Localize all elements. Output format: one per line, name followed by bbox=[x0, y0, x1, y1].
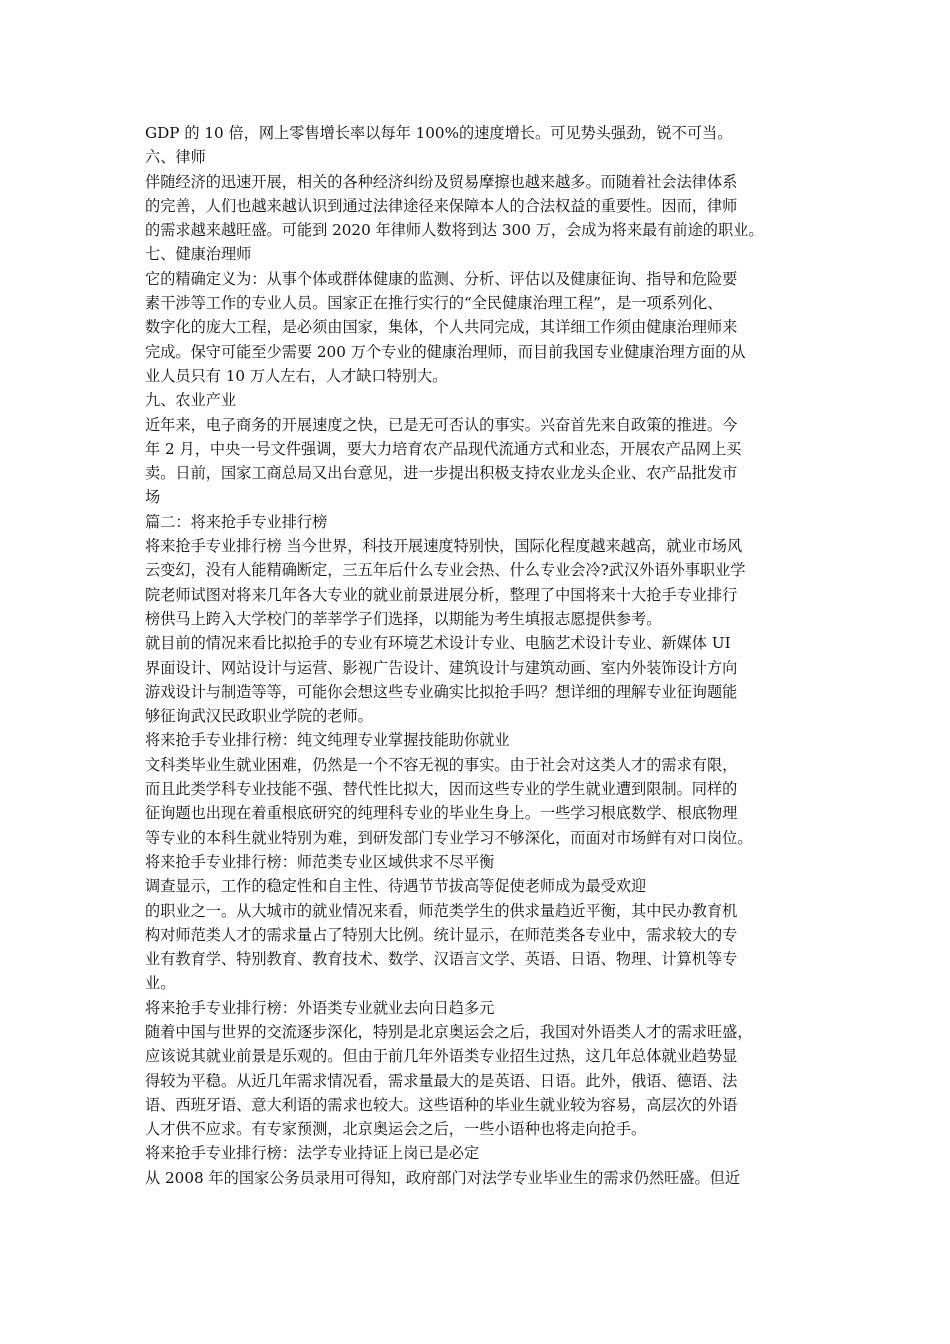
text-line: 得较为平稳。从近几年需求情况看，需求量最大的是英语、日语。此外，俄语、德语、法 bbox=[145, 1071, 738, 1090]
text-line: 卖。日前，国家工商总局又出台意见，进一步提出积极支持农业龙头企业、农产品批发市 bbox=[145, 464, 738, 483]
text-line: 就目前的情况来看比拟抢手的专业有环境艺术设计专业、电脑艺术设计专业、新媒体 UI bbox=[145, 634, 731, 653]
text-line: 界面设计、网站设计与运营、影视广告设计、建筑设计与建筑动画、室内外装饰设计方向 bbox=[145, 658, 738, 677]
text-line: 完成。保守可能至少需要 200 万个专业的健康治理师，而目前我国专业健康治理方面的从 bbox=[145, 342, 746, 361]
text-line: 的完善，人们也越来越认识到通过法律途径来保障本人的合法权益的重要性。因而，律师 bbox=[145, 196, 738, 215]
text-line: 数字化的庞大工程，是必须由国家，集体，个人共同完成，其详细工作须由健康治理师来 bbox=[145, 318, 738, 337]
text-line: 篇二：将来抢手专业排行榜 bbox=[145, 512, 328, 531]
text-line: 调查显示，工作的稳定性和自主性、待遇节节拔高等促使老师成为最受欢迎 bbox=[145, 877, 647, 896]
text-line: 征询题也出现在着重根底研究的纯理科专业的毕业生身上。一些学习根底数学、根底物理 bbox=[145, 804, 738, 823]
text-line: 构对师范类人才的需求量占了特别大比例。统计显示，在师范类各专业中，需求较大的专 bbox=[145, 925, 738, 944]
text-line: 的职业之一。从大城市的就业情况来看，师范类学生的供求量趋近平衡，其中民办教育机 bbox=[145, 901, 738, 920]
text-line: 等专业的本科生就业特别为难，到研发部门专业学习不够深化，而面对市场鲜有对口岗位。 bbox=[145, 828, 753, 847]
text-line: 将来抢手专业排行榜：师范类专业区域供求不尽平衡 bbox=[145, 852, 495, 871]
text-line: 将来抢手专业排行榜：纯文纯理专业掌握技能助你就业 bbox=[145, 731, 510, 750]
text-line: 素干涉等工作的专业人员。国家正在推行实行的“全民健康治理工程”，是一项系列化、 bbox=[145, 294, 723, 313]
text-line: 文科类毕业生就业困难，仍然是一个不容无视的事实。由于社会对这类人才的需求有限， bbox=[145, 755, 738, 774]
text-line: 将来抢手专业排行榜：法学专业持证上岗已是必定 bbox=[145, 1144, 480, 1163]
text-line: 年 2 月，中央一号文件强调，要大力培育农产品现代流通方式和业态，开展农产品网上买 bbox=[145, 439, 742, 458]
text-line: 九、农业产业 bbox=[145, 391, 237, 410]
text-line: 院老师试图对将来几年各大专业的就业前景进展分析，整理了中国将来十大抢手专业排行 bbox=[145, 585, 738, 604]
text-line: 业。 bbox=[145, 974, 176, 993]
text-line: 它的精确定义为：从事个体或群体健康的监测、分析、评估以及健康征询、指导和危险要 bbox=[145, 269, 738, 288]
text-line: 而且此类学科专业技能不强、替代性比拟大，因而这些专业的学生就业遭到限制。同样的 bbox=[145, 780, 738, 799]
text-line: 七、健康治理师 bbox=[145, 245, 252, 264]
text-line: 够征询武汉民政职业学院的老师。 bbox=[145, 707, 373, 726]
text-line: 的需求越来越旺盛。可能到 2020 年律师人数将到达 300 万，会成为将来最有前途的职业。 bbox=[145, 221, 764, 240]
text-line: 将来抢手专业排行榜：外语类专业就业去向日趋多元 bbox=[145, 998, 495, 1017]
text-line: 近年来，电子商务的开展速度之快，已是无可否认的事实。兴奋首先来自政策的推进。今 bbox=[145, 415, 738, 434]
text-line: 将来抢手专业排行榜 当今世界，科技开展速度特别快，国际化程度越来越高，就业市场风 bbox=[145, 537, 743, 556]
text-line: 应该说其就业前景是乐观的。但由于前几年外语类专业招生过热，这几年总体就业趋势显 bbox=[145, 1047, 738, 1066]
text-line: 六、律师 bbox=[145, 148, 206, 167]
text-line: 业人员只有 10 万人左右，人才缺口特别大。 bbox=[145, 366, 448, 385]
text-line: 语、西班牙语、意大利语的需求也较大。这些语种的毕业生就业较为容易，高层次的外语 bbox=[145, 1095, 738, 1114]
text-line: 从 2008 年的国家公务员录用可得知，政府部门对法学专业毕业生的需求仍然旺盛。但近 bbox=[145, 1168, 741, 1187]
text-line: GDP 的 10 倍，网上零售增长率以每年 100%的速度增长。可见势头强劲，锐不可当。 bbox=[145, 124, 733, 142]
text-line: 业有教育学、特别教育、教育技术、数学、汉语言文学、英语、日语、物理、计算机等专 bbox=[145, 950, 738, 969]
text-line: 随着中国与世界的交流逐步深化，特别是北京奥运会之后，我国对外语类人才的需求旺盛， bbox=[145, 1022, 753, 1041]
text-line: 场 bbox=[145, 488, 161, 507]
text-line: 游戏设计与制造等等，可能你会想这些专业确实比拟抢手吗？想详细的理解专业征询题能 bbox=[145, 682, 738, 701]
text-line: 人才供不应求。有专家预测，北京奥运会之后，一些小语种也将走向抢手。 bbox=[145, 1120, 647, 1139]
text-line: 云变幻，没有人能精确断定，三五年后什么专业会热、什么专业会冷?武汉外语外事职业学 bbox=[145, 561, 746, 580]
text-line: 榜供马上跨入大学校门的莘莘学子们选择，以期能为考生填报志愿提供参考。 bbox=[145, 609, 662, 628]
text-line: 伴随经济的迅速开展，相关的各种经济纠纷及贸易摩擦也越来越多。而随着社会法律体系 bbox=[145, 172, 738, 191]
document-body bbox=[145, 121, 810, 1190]
